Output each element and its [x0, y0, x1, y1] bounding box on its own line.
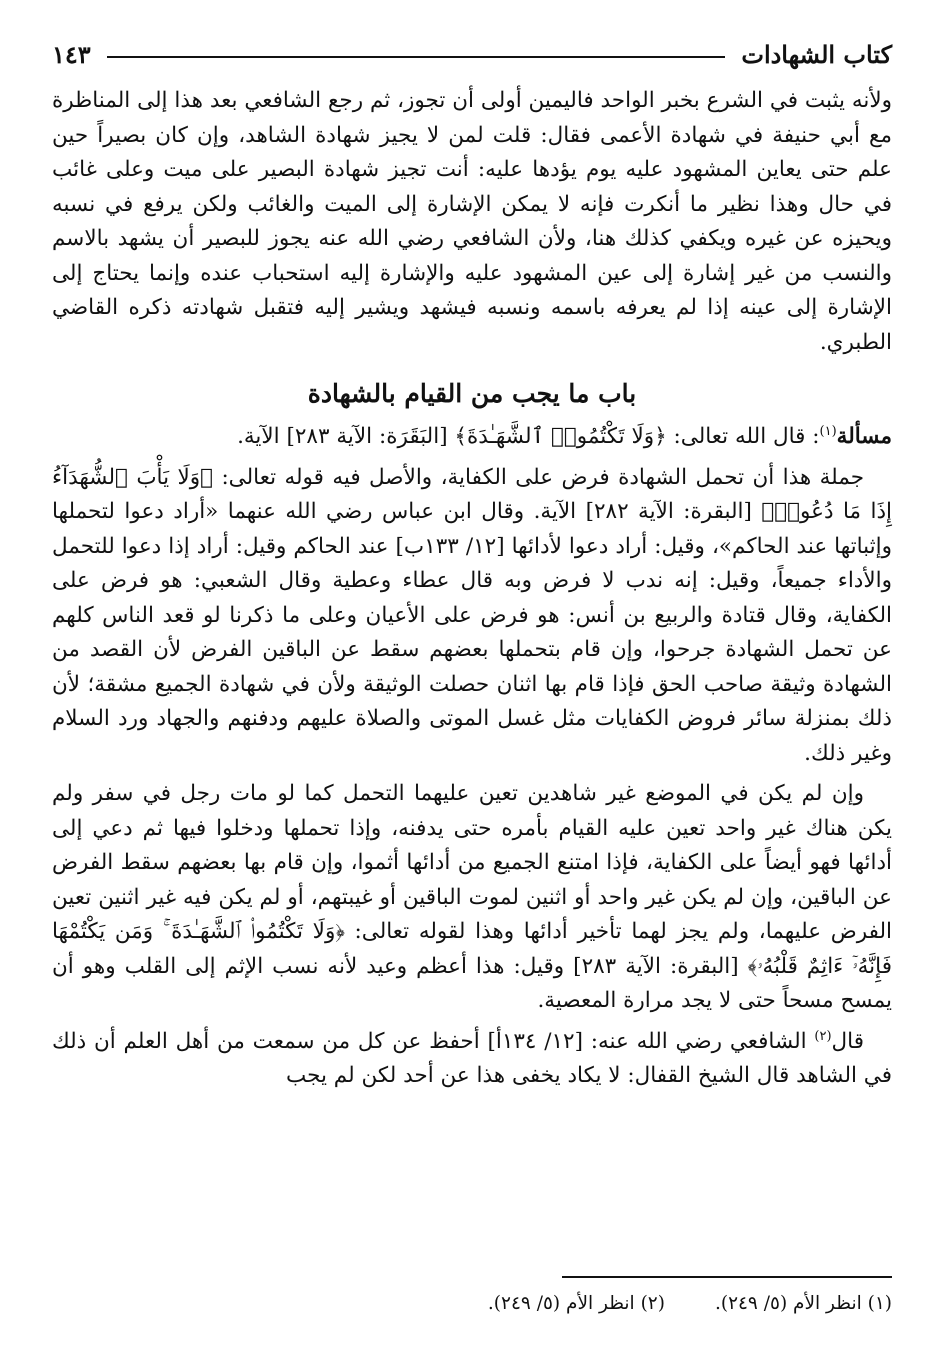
running-header	[52, 34, 892, 74]
paragraph-3: وإن لم يكن في الموضع غير شاهدين تعين عليهما التحمل كما لو مات رجل في سفر ولم يكن هناك غير واحد تعين عليه القيام بأمره حتى يدفنه، وإذا تحملها ودخلوا فيها ثم دعي إلى أدائها فهو أيضاً على الكفاية، فإذا امتنع الجميع من أدائها أثموا، وإن قام بها بعضهم سقط الفرض عن الباقين، وإن لم يكن غير واحد أو اثنين لموت الباقين أو غيبتهم، أو لم يكن فيه غير اثنين تعين الفرض عليهما، ولم يجز لهما تأخير أدائها وهذا لقوله تعالى: ﴿وَلَا تَكْتُمُوا۟ ٱلشَّهَـٰدَةَ ۚ وَمَن يَكْتُمْهَا فَإِنَّهُۥٓ ءَاثِمٌ قَلْبُهُۥ﴾ [البقرة: الآية ٢٨٣] وقيل: هذا أعظم وعيد لأنه نسب الإثم إلى القلب وهو أن يمسح مسحاً حتى لا يجد مرارة المعصية.	[52, 781, 892, 1013]
chapter-title: كتاب الشهادات	[741, 39, 892, 69]
paragraph-4	[52, 1025, 892, 1094]
paragraph-1: ولأنه يثبت في الشرع بخبر الواحد فاليمين أولى أن تجوز، ثم رجع الشافعي بعد هذا إلى المناظرة مع أبي حنيفة في شهادة الأعمى فقال: قلت لمن لا يجيز شهادة الشاهد، وإن كان بصيراً حين علم حتى يعاين المشهود عليه يوم يؤدها عليه: أنت تجيز شهادة البصير على ميت وعلى غائب في حال وهذا نظير ما أنكرت فإنه لا يمكن الإشارة إلى الميت والغائب ولكن يرفع في نسبه ويحيزه عن غيره ويكفي كذلك هنا، ولأن الشافعي رضي الله عنه يجوز للبصير أن يشهد بالاسم والنسب من غير إشارة إلى عين المشهود عليه والإشارة إليه استحباب عنده وإنما يحتاج إلى الإشارة إلى عينه إذا لم يعرفه باسمه ونسبه فيشهد ويشير إليه فتقبل شهادته ذكره القاضي الطبري.	[52, 88, 892, 355]
section-heading: باب ما يجب من القيام بالشهادة	[307, 379, 637, 408]
footnotes	[52, 1290, 892, 1318]
header-rule	[107, 56, 726, 58]
page-number: ١٤٣	[52, 39, 91, 69]
issue-label: مسألة	[836, 424, 892, 449]
footnote-1: (١) انظر الأم (٥/ ٢٤٩).	[714, 1293, 892, 1314]
issue-line	[52, 420, 892, 455]
footnote-separator	[562, 1276, 892, 1278]
paragraph-4-text: الشافعي رضي الله عنه: [١٢/ ١٣٤أ] أحفظ عن كل من سمعت من أهل العلم أن ذلك في الشاهد قال الشيخ القفال: لا يكاد يخفى هذا عن أحد لكن لم يجب	[52, 1028, 892, 1088]
footnote-ref-2: (٢)	[814, 1028, 832, 1044]
footnote-ref-1: (١)	[819, 423, 837, 439]
footnote-2: (٢) انظر الأم (٥/ ٢٤٩).	[487, 1293, 665, 1314]
paragraph-2: جملة هذا أن تحمل الشهادة فرض على الكفاية، والأصل فيه قوله تعالى: ﴿وَلَا يَأْبَ ٱلشُّهَدَآءُ إِذَا مَا دُعُوا۟﴾ [البقرة: الآية ٢٨٢] الآية. وقال ابن عباس رضي الله عنهما «أراد دعوا لتحملها وإثباتها عند الحاكم»، وقيل: أراد دعوا لأدائها [١٢/ ١٣٣ب] عند الحاكم وقيل: أراد إذا دعوا للتحمل والأداء جميعاً، وقيل: إنه ندب لا فرض وبه قال عطاء وعطية وقال الشعبي: هو فرض على الكفاية، وقال قتادة والربيع بن أنس: هو فرض على الأعيان وعلى ما ذكرنا لو قعد الناس كلهم عن تحمل الشهادة جرحوا، وإن قام بتحملها بعضهم سقط عن الباقين الفرض لأن القصد من الشهادة وثيقة صاحب الحق فإذا قام بها اثنان حصلت الوثيقة ولأن في شهادة الجميع مشقة؛ لأن ذلك بمنزلة سائر فروض الكفايات مثل غسل الموتى والصلاة عليهم ودفنهم والجهاد ورد السلام وغير ذلك.	[52, 464, 893, 766]
paragraph-4-lead: قال	[831, 1028, 864, 1054]
page-body	[52, 84, 892, 1094]
issue-text: : قال الله تعالى: ﴿وَلَا تَكْتُمُوا۟ ٱلشَّهَـٰدَةَ﴾ [البَقَرَة: الآية ٢٨٣] الآية.	[237, 424, 820, 449]
